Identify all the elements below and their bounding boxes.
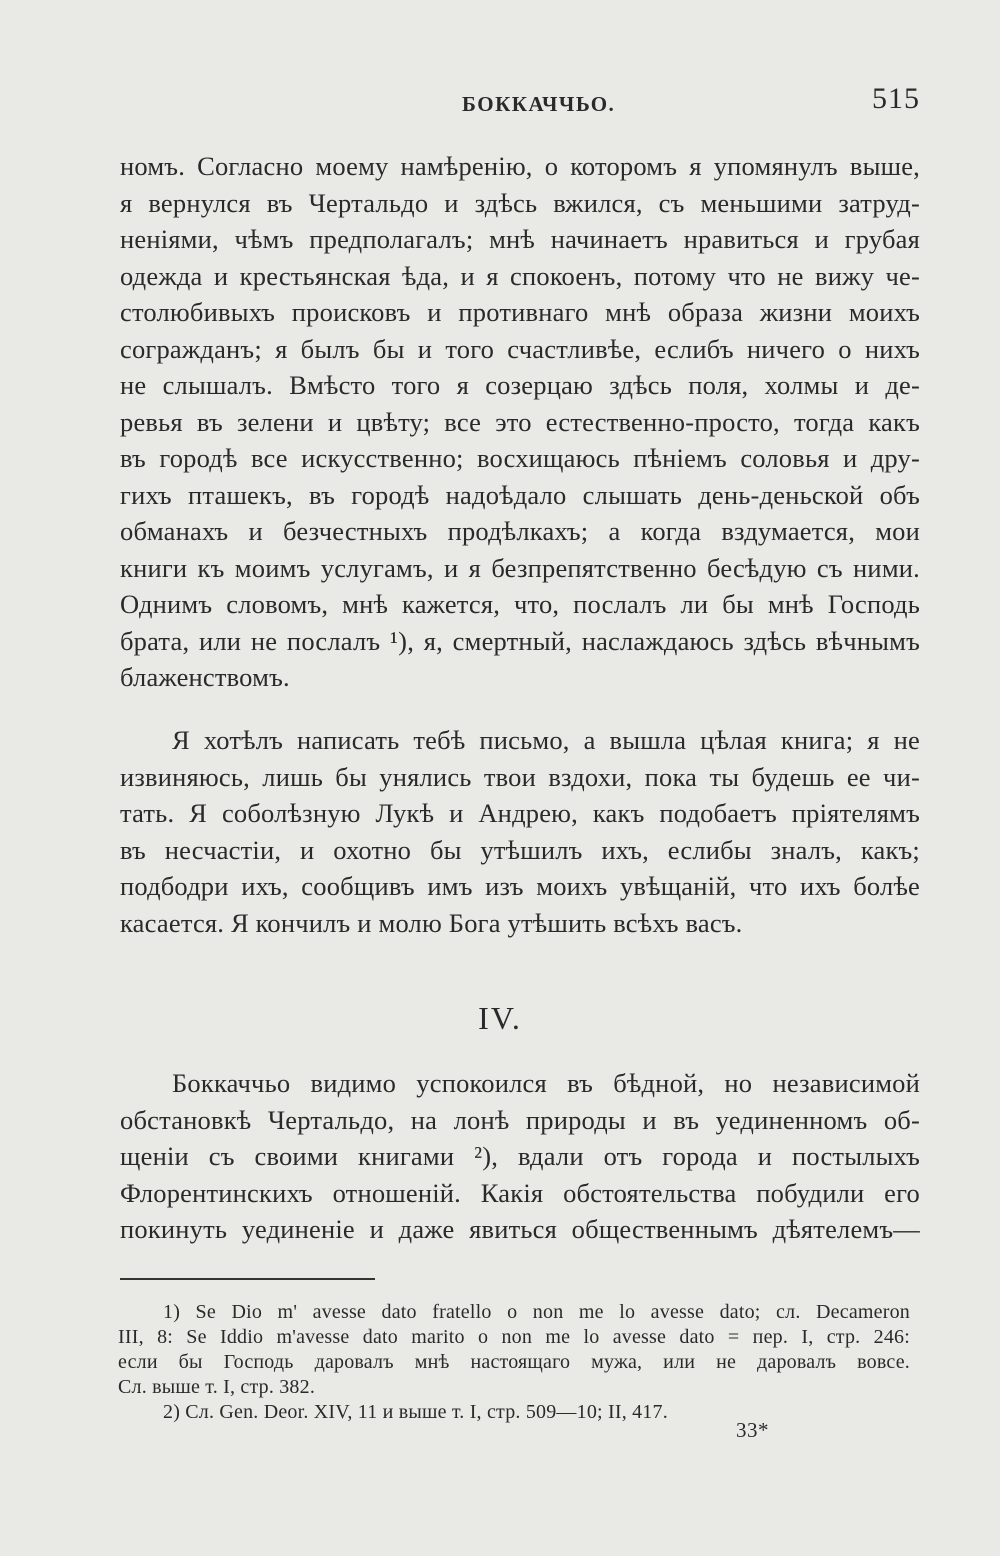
text-line: брата, или не послалъ ¹), я, смертный, наслаждаюсь здѣсь вѣчнымъ <box>120 625 920 656</box>
footnote-line: если бы Господь даровалъ мнѣ настоящаго мужа, или не даровалъ вовсе. <box>118 1351 910 1373</box>
text-line: щеніи съ своими книгами ²), вдали отъ города и постылыхъ <box>120 1141 920 1171</box>
text-line: извиняюсь, лишь бы унялись твои вздохи, пока ты будешь ее чи- <box>120 761 920 792</box>
text-line: я вернулся въ Чертальдо и здѣсь вжился, съ меньшими затруд- <box>120 187 920 218</box>
text-line: столюбивыхъ происковъ и противнаго мнѣ образа жизни моихъ <box>120 297 920 327</box>
text-line: подбодри ихъ, сообщивъ имъ изъ моихъ увѣщаній, что ихъ болѣе <box>120 871 920 901</box>
footnotes <box>118 1300 910 1425</box>
text-line: неніями, чѣмъ предполагалъ; мнѣ начинаетъ нравиться и грубая <box>120 224 920 254</box>
text-line: Однимъ словомъ, мнѣ кажется, что, послалъ ли бы мнѣ Господь <box>120 589 920 619</box>
text-line: ревья въ зелени и цвѣту; все это естественно-просто, тогда какъ <box>120 406 920 437</box>
text-line: книги къ моимъ услугамъ, и я безпрепятственно бесѣдую съ ними. <box>120 552 920 583</box>
text-line: обманахъ и безчестныхъ продѣлкахъ; а когда вздумается, мои <box>120 516 920 546</box>
page-number: 515 <box>872 82 920 115</box>
text-line: въ городѣ все искусственно; восхищаюсь пѣніемъ соловья и дру- <box>120 443 920 473</box>
text-line: Боккаччьо видимо успокоился въ бѣдной, но независимой <box>172 1068 920 1098</box>
paragraph-2 <box>120 722 920 941</box>
section-heading: IV. <box>478 1000 522 1036</box>
text-line: въ несчастіи, и охотно бы утѣшилъ ихъ, еслибы зналъ, какъ; <box>120 834 920 865</box>
text-line: блаженствомъ. <box>120 662 290 692</box>
footnote-line: Сл. выше т. I, стр. 382. <box>118 1376 316 1398</box>
paragraph-1 <box>120 148 920 696</box>
paragraph-3 <box>120 1065 920 1248</box>
text-line: обстановкѣ Чертальдо, на лонѣ природы и въ уединенномъ об- <box>120 1104 920 1135</box>
text-line: тать. Я соболѣзную Лукѣ и Андрею, какъ подобаетъ пріятелямъ <box>120 798 920 828</box>
footnote-line: 1) Se Dio m' avesse dato fratello o non me lo avesse dato; сл. Decameron <box>163 1301 910 1323</box>
footnote-separator <box>120 1278 375 1280</box>
signature-mark: 33* <box>736 1418 769 1442</box>
footnote-line: III, 8: Se Iddio m'avesse dato marito o non me lo avesse dato = пер. I, стр. 246: <box>118 1326 910 1348</box>
running-head: БОККАЧЧЬО. <box>462 92 616 116</box>
text-line: Я хотѣлъ написать тебѣ письмо, а вышла цѣлая книга; я не <box>172 725 920 755</box>
text-line: гихъ пташекъ, въ городѣ надоѣдало слышать день-деньской объ <box>120 479 920 510</box>
text-line: касается. Я кончилъ и молю Бога утѣшить всѣхъ васъ. <box>120 907 743 938</box>
footnote-line: 2) Сл. Gen. Deor. XIV, 11 и выше т. I, стр. 509—10; II, 417. <box>163 1401 668 1423</box>
text-line: одежда и крестьянская ѣда, и я спокоенъ, потому что не вижу че- <box>120 260 920 291</box>
text-line: номъ. Согласно моему намѣренію, о которомъ я упомянулъ выше, <box>120 151 920 181</box>
text-line: покинуть уединеніе и даже явиться общественнымъ дѣятелемъ— <box>120 1214 920 1244</box>
text-line: согражданъ; я былъ бы и того счастливѣе, еслибъ ничего о нихъ <box>120 333 920 364</box>
page-header <box>120 82 920 126</box>
text-line: Флорентинскихъ отношеній. Какія обстоятельства побудили его <box>120 1177 920 1208</box>
text-line: не слышалъ. Вмѣсто того я созерцаю здѣсь поля, холмы и де- <box>120 370 920 400</box>
